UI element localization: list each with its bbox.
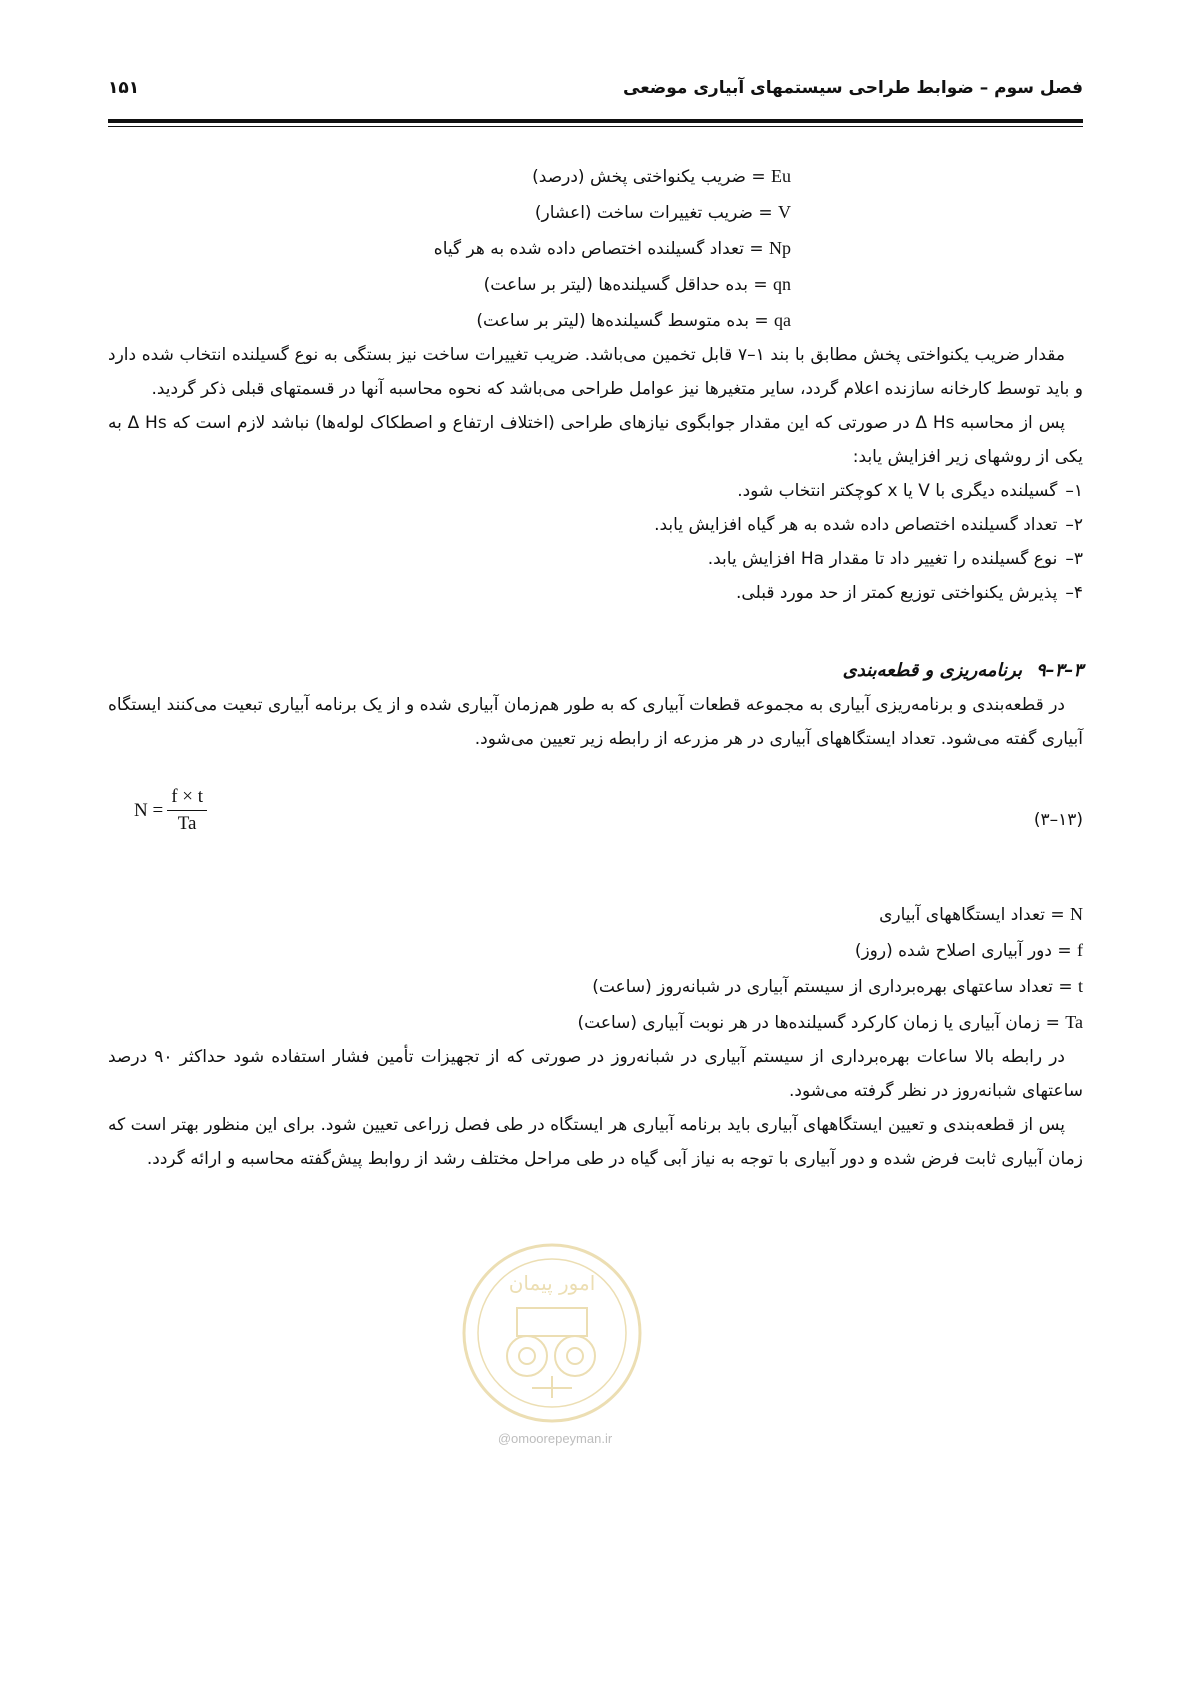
watermark-logo	[457, 1238, 647, 1428]
remedy-list	[108, 474, 1083, 610]
remedy-item	[108, 576, 1083, 610]
definition-item	[108, 266, 791, 302]
definition-item	[108, 158, 791, 194]
equation-fraction	[167, 786, 207, 835]
paragraph-uniformity: مقدار ضریب یکنواختی پخش مطابق با بند ۱–۷ قابل تخمین می‌باشد. ضریب تغییرات ساخت نیز بستگی به نوع گسیلنده انتخاب شده دارد و باید توسط کارخانه سازنده اعلام گردد، سایر متغیرها نیز عوامل طراحی می‌باشد که نحوه محاسبه آنها در قسمتهای قبلی ذکر گردید.	[108, 345, 1083, 399]
variable-symbol: V	[778, 202, 791, 222]
definition-item	[108, 1004, 1083, 1040]
variable-description: = زمان آبیاری یا زمان کارکرد گسیلنده‌ها در هر نوبت آبیاری (ساعت)	[577, 1013, 1060, 1033]
definition-item	[108, 230, 791, 266]
paragraph-operating-hours: در رابطه بالا ساعات بهره‌برداری از سیستم آبیاری در شبانه‌روز در صورتی که از تجهیزات تأمین فشار استفاده شود حداکثر ۹۰ درصد ساعتهای شبانه‌روز در نظر گرفته می‌شود.	[108, 1047, 1083, 1101]
paragraph-stations: در قطعه‌بندی و برنامه‌ریزی آبیاری به مجموعه قطعات آبیاری که به طور هم‌زمان آبیاری شده و از یک برنامه آبیاری تبعیت می‌کنند ایستگاه آبیاری گفته می‌شود. تعداد ایستگاههای آبیاری در هر مزرعه از رابطه زیر تعیین می‌شود.	[108, 695, 1083, 749]
section-title: برنامه‌ریزی و قطعه‌بندی	[842, 660, 1022, 681]
variable-description: = بده حداقل گسیلنده‌ها (لیتر بر ساعت)	[483, 275, 768, 295]
fraction-denominator: Ta	[177, 813, 197, 834]
page-body	[108, 158, 1083, 1176]
equation-lhs: N =	[134, 799, 164, 821]
variable-description: = ضریب یکنواختی پخش (درصد)	[532, 167, 766, 187]
variable-description: = ضریب تغییرات ساخت (اعشار)	[534, 203, 773, 223]
variable-symbol: qn	[773, 274, 791, 294]
variable-description: = تعداد ایستگاههای آبیاری	[879, 905, 1065, 925]
page-number: ۱۵۱	[108, 78, 140, 98]
item-text: پذیرش یکنواختی توزیع کمتر از حد مورد قبلی.	[736, 583, 1058, 603]
item-number: ۴–	[1065, 583, 1083, 603]
definition-item	[108, 968, 1083, 1004]
paragraph-schedule: پس از قطعه‌بندی و تعیین ایستگاههای آبیاری باید برنامه آبیاری هر ایستگاه در طی فصل زراعی تعیین شود. برای این منظور بهتر است که زمان آبیاری ثابت فرض شده و دور آبیاری با توجه به نیاز آبی گیاه در طی مراحل مختلف رشد از روابط پیش‌گفته محاسبه و ارائه گردد.	[108, 1115, 1083, 1169]
variable-definitions-bottom	[108, 896, 1083, 1040]
section-number: ۳–۳–۹	[1035, 660, 1083, 681]
definition-item	[108, 932, 1083, 968]
page-header	[108, 70, 1083, 104]
variable-symbol: qa	[774, 310, 791, 330]
item-number: ۳–	[1065, 549, 1083, 569]
header-rule-thick	[108, 119, 1083, 123]
definition-item	[108, 194, 791, 230]
header-rule-thin	[108, 126, 1083, 127]
item-text: گسیلنده دیگری با V یا x کوچکتر انتخاب شود.	[737, 481, 1058, 501]
variable-symbol: Np	[769, 238, 791, 258]
item-text: نوع گسیلنده را تغییر داد تا مقدار Ha افزایش یابد.	[707, 549, 1058, 569]
paragraph-delta-hs: پس از محاسبه Δ Hs در صورتی که این مقدار جوابگوی نیازهای طراحی (اختلاف ارتفاع و اصطکاک لوله‌ها) نباشد لازم است که Δ Hs به یکی از روشهای زیر افزایش یابد:	[108, 413, 1083, 467]
variable-description: = تعداد ساعتهای بهره‌برداری از سیستم آبیاری در شبانه‌روز (ساعت)	[592, 977, 1073, 997]
equation-formula	[134, 786, 207, 835]
variable-description: = بده متوسط گسیلنده‌ها (لیتر بر ساعت)	[476, 311, 769, 331]
item-number: ۱–	[1065, 481, 1083, 501]
remedy-item	[108, 508, 1083, 542]
variable-symbol: f	[1077, 940, 1083, 960]
fraction-numerator: f × t	[167, 786, 207, 811]
definition-item	[108, 896, 1083, 932]
equation-block	[108, 780, 1083, 888]
variable-description: = دور آبیاری اصلاح شده (روز)	[854, 941, 1072, 961]
variable-symbol: t	[1077, 976, 1083, 996]
variable-symbol: Eu	[771, 166, 791, 186]
variable-symbol: N	[1070, 904, 1083, 924]
variable-symbol: Ta	[1065, 1012, 1083, 1032]
watermark-url: @omoorepeyman.ir	[497, 1431, 613, 1446]
remedy-item	[108, 474, 1083, 508]
item-text: تعداد گسیلنده اختصاص داده شده به هر گیاه افزایش یابد.	[654, 515, 1058, 535]
remedy-item	[108, 542, 1083, 576]
watermark-logo-text: امور پیمان	[508, 1271, 596, 1295]
chapter-title: فصل سوم – ضوابط طراحی سیستمهای آبیاری موضعی	[623, 78, 1083, 98]
section-heading	[108, 654, 1083, 688]
variable-description: = تعداد گسیلنده اختصاص داده شده به هر گیاه	[433, 239, 764, 259]
definition-item	[108, 302, 791, 338]
variable-definitions-top	[108, 158, 1083, 338]
item-number: ۲–	[1065, 515, 1083, 535]
equation-number: (۱۳–۳)	[1033, 810, 1083, 830]
